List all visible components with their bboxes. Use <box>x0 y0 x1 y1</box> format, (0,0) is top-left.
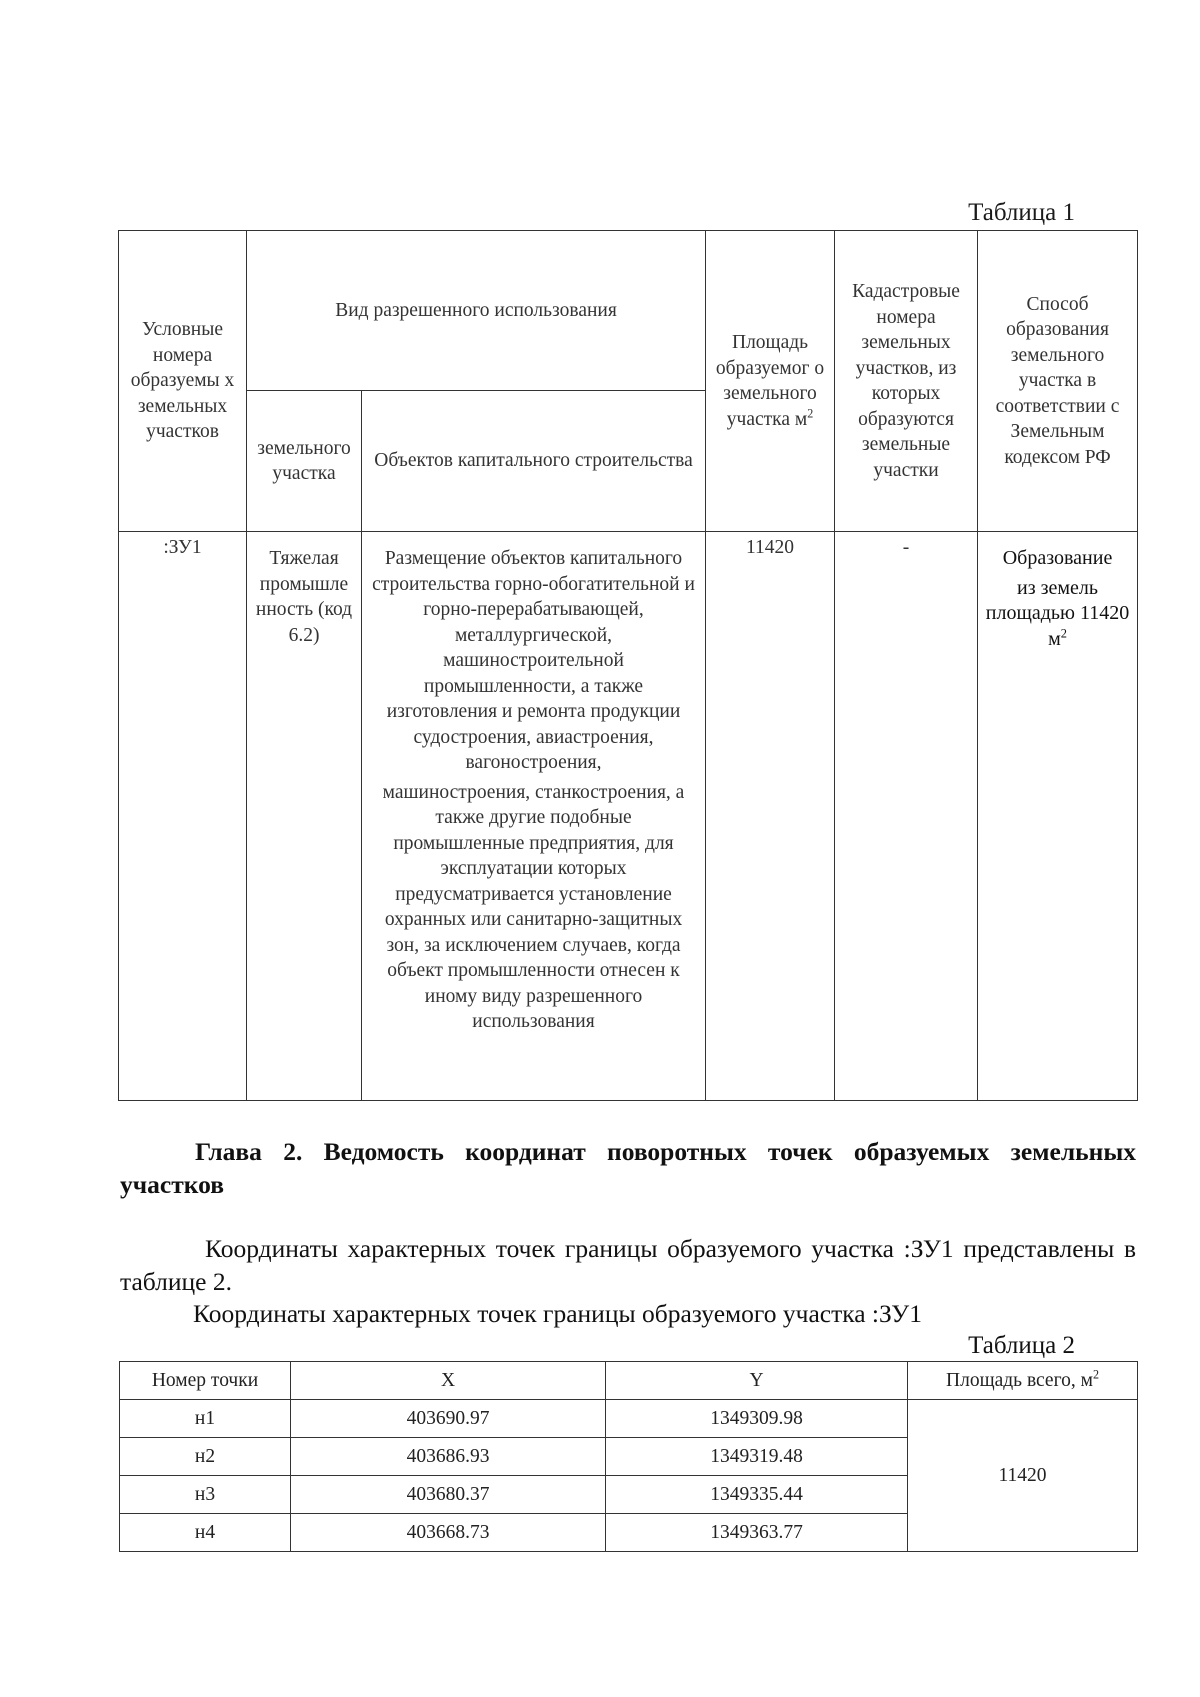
cell-point: н2 <box>120 1438 291 1476</box>
header-permitted-use <box>247 231 706 391</box>
header-area-label: Площадь образуемог о земельного участка м <box>715 332 825 430</box>
header-total-area <box>908 1362 1138 1400</box>
table-row <box>120 1400 1138 1438</box>
paragraph-intro: Координаты характерных точек границы образуемого участка :ЗУ1 представлены в таблице 2. <box>120 1234 1136 1296</box>
cell-y: 1349309.98 <box>606 1400 908 1438</box>
header-y: Y <box>606 1362 908 1400</box>
header-land-plot-use: земельного участка <box>247 391 362 532</box>
row-plot-id: :ЗУ1 <box>119 532 247 1101</box>
cell-y: 1349363.77 <box>606 1514 908 1552</box>
cell-point: н1 <box>120 1400 291 1438</box>
row-method-sup: 2 <box>1060 625 1067 640</box>
cell-x: 403668.73 <box>291 1514 606 1552</box>
header-total-area-label: Площадь всего, м <box>946 1369 1093 1391</box>
row-area: 11420 <box>706 532 835 1101</box>
header-permitted-use-label: Вид разрешенного использования <box>335 299 617 321</box>
paragraph-table-title: Координаты характерных точек границы образуемого участка :ЗУ1 <box>193 1299 922 1328</box>
cell-x: 403680.37 <box>291 1476 606 1514</box>
cell-point: н4 <box>120 1514 291 1552</box>
header-total-area-sup: 2 <box>1092 1367 1099 1381</box>
coordinates-table <box>119 1361 1138 1552</box>
table2-label: Таблица 2 <box>968 1332 1075 1359</box>
header-cadastral-numbers: Кадастровые номера земельных участков, из которых образуются земельные участки <box>835 231 978 532</box>
row-capital-use-part2: машиностроения, станкостроения, а также другие подобные промышленные предприятия, для эксплуатации которых предусматривается установление охранных или санитарно-защитных зон, за исключением случаев, когда объект промышленности отнесен к иному виду разрешенного использования <box>382 781 685 1032</box>
header-capital-construction: Объектов капитального строительства <box>362 391 706 532</box>
table1-label: Таблица 1 <box>968 199 1075 226</box>
land-use-table <box>118 230 1138 1101</box>
header-conditional-numbers: Условные номера образуемы х земельных участков <box>119 231 247 532</box>
header-point-number: Номер точки <box>120 1362 291 1400</box>
cell-x: 403690.97 <box>291 1400 606 1438</box>
header-x: X <box>291 1362 606 1400</box>
cell-y: 1349335.44 <box>606 1476 908 1514</box>
cell-total-area: 11420 <box>908 1400 1138 1552</box>
cell-x: 403686.93 <box>291 1438 606 1476</box>
header-formation-method: Способ образования земельного участка в соответствии с Земельным кодексом РФ <box>978 231 1138 532</box>
row-capital-use <box>362 532 706 1101</box>
row-land-use: Тяжелая промышле нность (код 6.2) <box>247 532 362 1101</box>
chapter-heading: Глава 2. Ведомость координат поворотных точек образуемых земельных участков <box>120 1137 1136 1199</box>
row-cadastral: - <box>835 532 978 1101</box>
header-area-sup: 2 <box>807 406 814 420</box>
header-area <box>706 231 835 532</box>
row-capital-use-part1: Размещение объектов капитального строительства горно-обогатительной и горно-перерабатывающей, металлургической, машиностроительной промышленности, а также изготовления и ремонта продукции судостроения, авиастроения, вагоностроения, <box>372 548 695 773</box>
cell-y: 1349319.48 <box>606 1438 908 1476</box>
row-method-line2: из земель площадью 11420 м <box>985 576 1130 650</box>
cell-point: н3 <box>120 1476 291 1514</box>
row-method-line1: Образование <box>1002 547 1113 569</box>
row-formation-method <box>978 532 1138 1101</box>
